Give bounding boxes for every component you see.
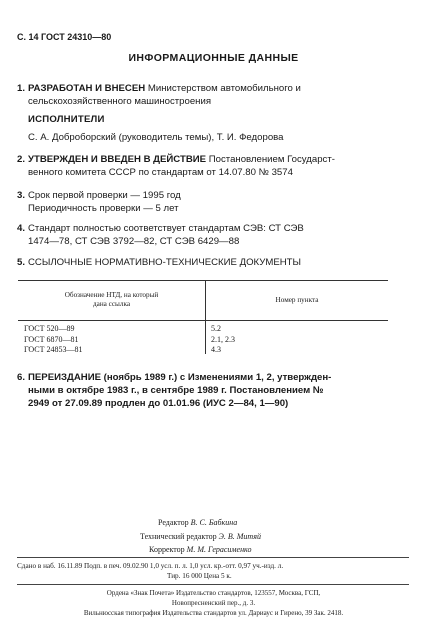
- item-developed-heading: РАЗРАБОТАН И ВНЕСЕН: [28, 83, 146, 94]
- item-check-text-2: Периодичность проверки — 5 лет: [28, 203, 179, 214]
- item-developed-text-1: Министерством автомобильного и: [147, 83, 301, 94]
- print-info-line-2: Тир. 16 000 Цена 5 к.: [167, 572, 232, 580]
- item-approved-heading: УТВЕРЖДЕН И ВВЕДЕН В ДЕЙСТВИЕ: [28, 154, 207, 165]
- item-approved-text-1: Постановлением Государст-: [208, 154, 335, 165]
- table-header-doc: Обозначение НТД, на который дана ссылка: [64, 291, 159, 308]
- item-check-text-1: Срок первой проверки — 1995 год: [28, 190, 181, 201]
- credits-block: [140, 516, 261, 557]
- table-row: [211, 324, 235, 356]
- item-sev-text-2: 1474—78, СТ СЭВ 3792—82, СТ СЭВ 6429—88: [28, 236, 240, 247]
- item-number: 3.: [17, 190, 26, 201]
- item-check: [17, 189, 181, 215]
- table-cell-doc: ГОСТ 6870—81: [24, 334, 79, 344]
- item-refs: [17, 256, 301, 269]
- table-top-rule: [18, 280, 388, 281]
- credit-tech-editor: Технический редактор Э. В. Митяй: [140, 531, 261, 541]
- footer-line-2: Новопресненский пер., д. 3.: [171, 599, 256, 607]
- item-reissue-text-3: 2949 от 27.09.89 продлен до 01.01.96 (ИУС 2—84, 1—90): [28, 398, 289, 409]
- table-cell-point: 5.2: [211, 324, 221, 333]
- item-developed-text-2: сельскохозяйственного машиностроения: [28, 96, 212, 107]
- references-table: [18, 280, 388, 354]
- executors-label: ИСПОЛНИТЕЛИ: [28, 114, 105, 125]
- item-reissue-text-2: ными в октябре 1983 г., в сентябре 1989 г. Постановлением №: [28, 385, 324, 396]
- print-info-line-1: Сдано в наб. 16.11.89 Подп. в печ. 09.02.90 1,0 усл. п. л. 1,0 усл. кр.-отт. 0,97 уч.-изд. л.: [17, 562, 284, 570]
- item-approved-text-2: венного комитета СССР по стандартам от 14.07.80 № 3574: [28, 167, 293, 178]
- item-number: 5.: [17, 257, 26, 268]
- item-developed: [17, 82, 301, 108]
- item-refs-heading: ССЫЛОЧНЫЕ НОРМАТИВНО-ТЕХНИЧЕСКИЕ ДОКУМЕНТЫ: [28, 257, 302, 268]
- page-title: ИНФОРМАЦИОННЫЕ ДАННЫЕ: [128, 52, 299, 64]
- item-sev-text-1: Стандарт полностью соответствует стандартам СЭВ: СТ СЭВ: [28, 223, 304, 234]
- item-number: 2.: [17, 154, 26, 165]
- table-cell-point: 4.3: [211, 345, 221, 354]
- table-header-rule: [18, 320, 388, 321]
- table-column-divider: [205, 280, 206, 354]
- item-reissue: [17, 371, 331, 410]
- print-info-top-rule: [17, 557, 409, 558]
- print-info-bottom-rule: [17, 584, 409, 585]
- item-number: 4.: [17, 223, 26, 234]
- item-sev: [17, 222, 304, 248]
- item-reissue-text-1: ПЕРЕИЗДАНИЕ (ноябрь 1989 г.) с Изменениями 1, 2, утвержден-: [28, 372, 332, 383]
- item-approved: [17, 153, 335, 179]
- executors-names: С. А. Доброборский (руководитель темы), Т. И. Федорова: [28, 132, 284, 143]
- table-cell-doc: ГОСТ 24853—81: [24, 345, 83, 354]
- credit-editor: Редактор В. С. Бабкина: [158, 518, 238, 527]
- table-row: [24, 324, 83, 356]
- table-cell-point: 2.1, 2.3: [211, 334, 235, 344]
- footer-line-1: Ордена «Знак Почета» Издательство стандартов, 123557, Москва, ГСП,: [106, 589, 321, 597]
- footer-line-3: Вильнюсская типография Издательства стандартов ул. Дариаус и Гирено, 39 Зак. 2418.: [83, 609, 344, 617]
- table-header-point: Номер пункта: [275, 296, 319, 304]
- item-number: 1.: [17, 83, 26, 94]
- item-number: 6.: [17, 372, 26, 383]
- credit-corrector: Корректор М. М. Герасименко: [149, 545, 252, 554]
- table-cell-doc: ГОСТ 520—89: [24, 324, 75, 333]
- page-header: С. 14 ГОСТ 24310—80: [17, 32, 112, 42]
- print-info: [17, 561, 283, 581]
